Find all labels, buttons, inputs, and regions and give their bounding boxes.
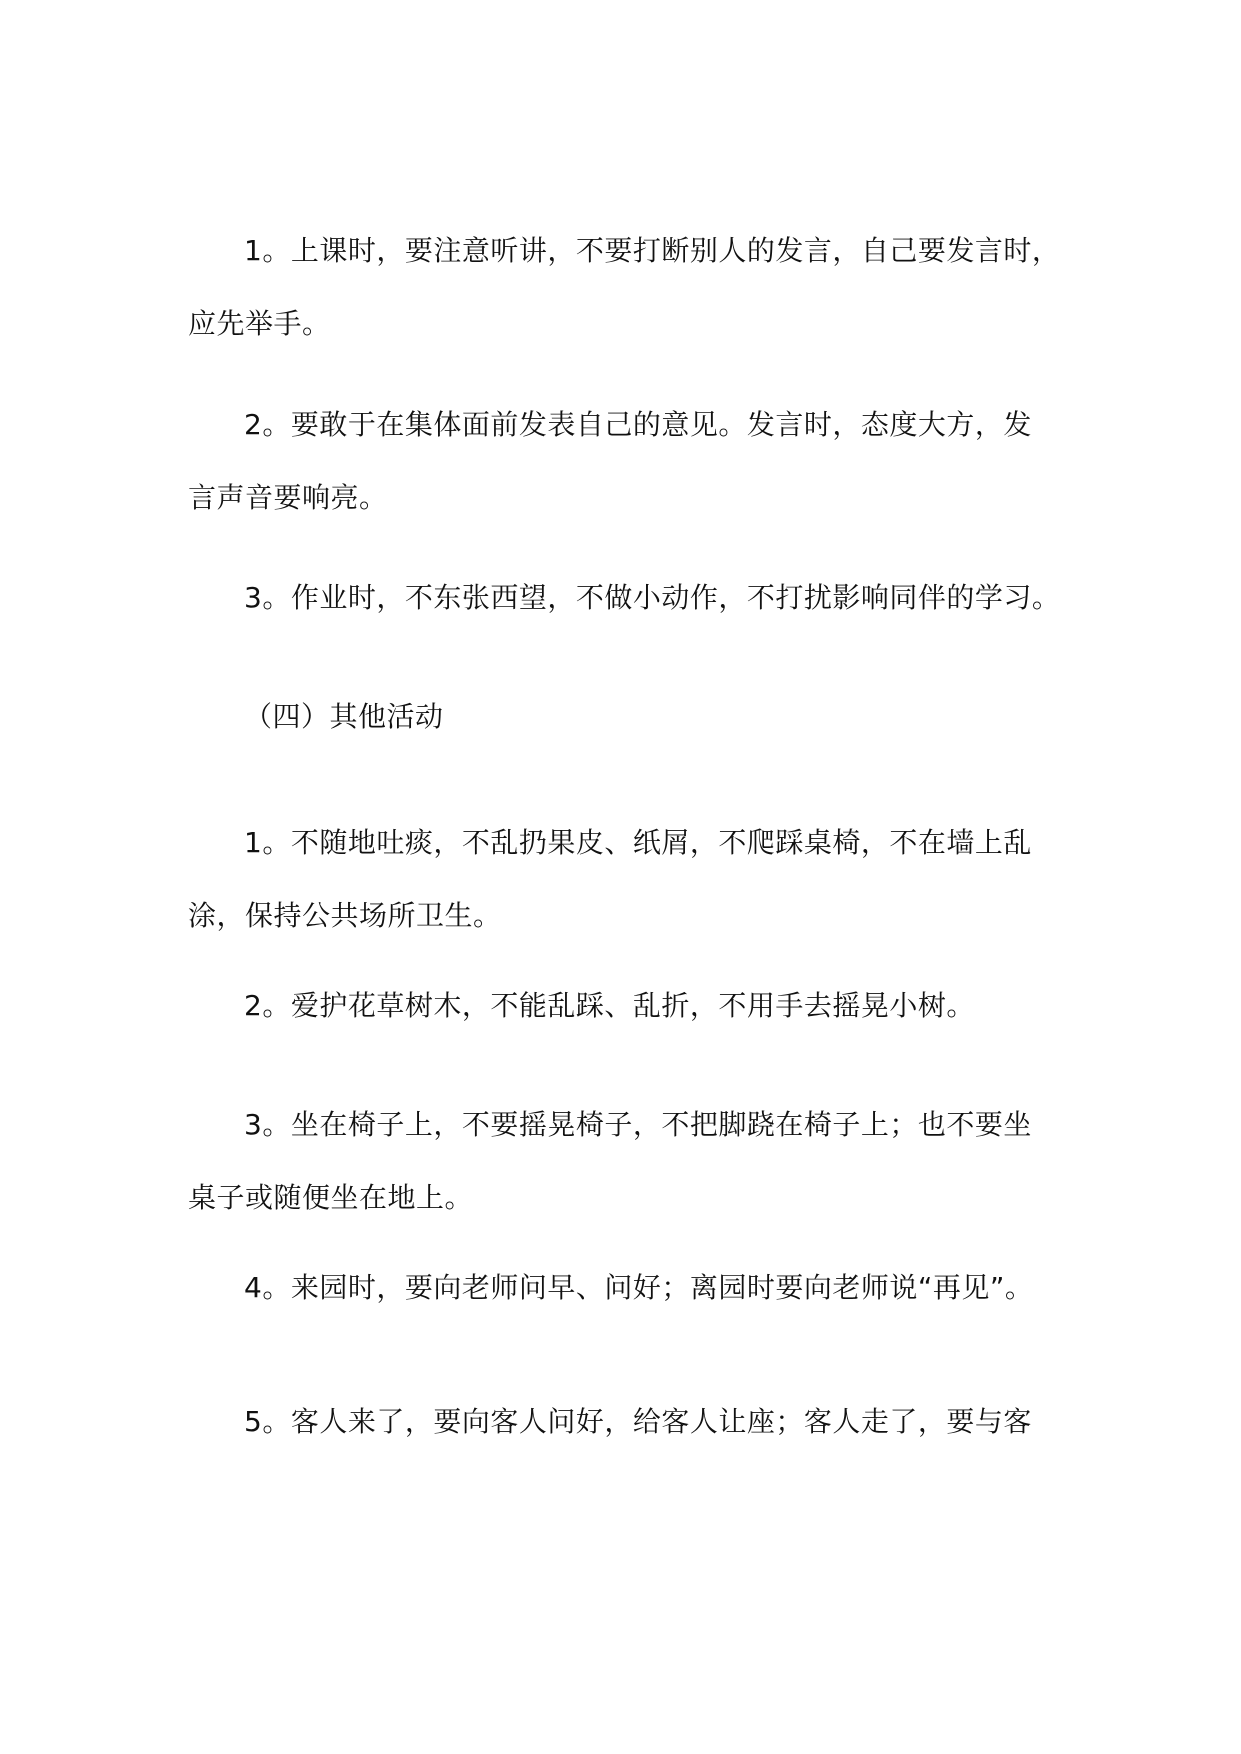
paragraph-line: 涂，保持公共场所卫生。	[188, 899, 502, 932]
paragraph-line: 2。要敢于在集体面前发表自己的意见。发言时，态度大方，发	[244, 408, 1032, 441]
paragraph-line: 2。爱护花草树木，不能乱踩、乱折，不用手去摇晃小树。	[244, 989, 975, 1022]
paragraph-8	[188, 1251, 1088, 1324]
section-heading-text: （四）其他活动	[244, 700, 444, 733]
paragraph-7	[188, 1088, 1088, 1234]
paragraph-5	[188, 806, 1088, 952]
paragraph-1	[188, 214, 1088, 360]
paragraph-9	[188, 1385, 1088, 1458]
paragraph-line: 5。客人来了，要向客人问好，给客人让座；客人走了，要与客	[244, 1405, 1032, 1438]
paragraph-2	[188, 388, 1088, 534]
paragraph-line: 桌子或随便坐在地上。	[188, 1181, 474, 1214]
paragraph-line: 4。来园时，要向老师问早、问好；离园时要向老师说“再见”。	[244, 1271, 1034, 1304]
paragraph-line: 3。坐在椅子上，不要摇晃椅子，不把脚跷在椅子上；也不要坐	[244, 1108, 1032, 1141]
paragraph-line: 言声音要响亮。	[188, 481, 388, 514]
paragraph-line: 应先举手。	[188, 307, 331, 340]
section-heading	[188, 680, 1088, 753]
paragraph-line: 3。作业时，不东张西望，不做小动作，不打扰影响同伴的学习。	[244, 581, 1061, 614]
paragraph-6	[188, 969, 1088, 1042]
paragraph-line: 1。不随地吐痰，不乱扔果皮、纸屑，不爬踩桌椅，不在墙上乱	[244, 826, 1032, 859]
paragraph-line: 1。上课时，要注意听讲，不要打断别人的发言，自己要发言时，	[244, 234, 1061, 267]
paragraph-3	[188, 561, 1088, 634]
